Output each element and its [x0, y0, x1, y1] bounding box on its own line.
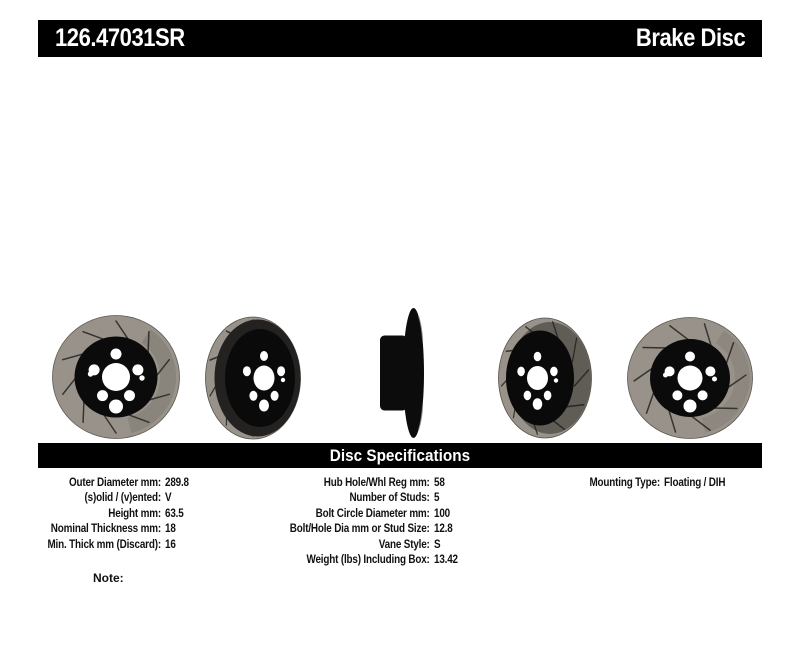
spec-label: Weight (lbs) Including Box: [306, 554, 430, 567]
spec-label: Outer Diameter mm: [69, 477, 161, 489]
spec-value: 18 [165, 523, 176, 536]
spec-value: 5 [434, 492, 440, 505]
spec-value: S [434, 538, 441, 551]
header-bar [38, 20, 762, 57]
spec-label: Bolt/Hole Dia mm or Stud Size: [290, 523, 430, 536]
spec-label: Height mm: [108, 507, 161, 520]
part-number: 126.47031SR [55, 24, 185, 52]
spec-label: Vane Style: [379, 538, 430, 551]
spec-value: 13.42 [434, 554, 458, 567]
rotor-front-view-image [52, 315, 180, 439]
spec-labels-right [590, 476, 660, 491]
disc-specifications-bar [38, 443, 762, 468]
spec-label: Mounting Type: [589, 477, 660, 489]
spec-value: Floating / DIH [664, 477, 726, 489]
rotor-side-profile-view-image [379, 307, 425, 439]
spec-value: 16 [165, 538, 176, 551]
spec-label: (s)olid / (v)ented: [84, 492, 161, 505]
spec-value: 100 [434, 507, 450, 520]
spec-label: Hub Hole/Whl Reg mm: [324, 477, 430, 489]
rotor-front-angled-view-image [627, 317, 753, 439]
spec-label: Number of Studs: [349, 492, 430, 505]
spec-label: Nominal Thickness mm: [50, 523, 161, 536]
spec-labels-left [48, 476, 161, 553]
section-title: Disc Specifications [329, 445, 471, 465]
spec-values-left [165, 476, 189, 553]
spec-value: 12.8 [434, 523, 453, 536]
spec-values-middle [434, 476, 458, 569]
spec-label: Min. Thick mm (Discard): [47, 538, 161, 551]
spec-labels-middle [290, 476, 430, 569]
spec-label: Bolt Circle Diameter mm: [315, 507, 430, 520]
spec-values-right [664, 476, 725, 491]
product-type-title: Brake Disc [635, 24, 745, 52]
spec-value: 58 [434, 477, 445, 489]
spec-value: 63.5 [165, 507, 184, 520]
spec-value: V [165, 492, 172, 505]
note-label: Note: [93, 571, 124, 585]
rotor-three-quarter-left-view-image [204, 316, 306, 440]
spec-value: 289.8 [165, 477, 189, 489]
rotor-three-quarter-right-view-image [497, 317, 593, 439]
